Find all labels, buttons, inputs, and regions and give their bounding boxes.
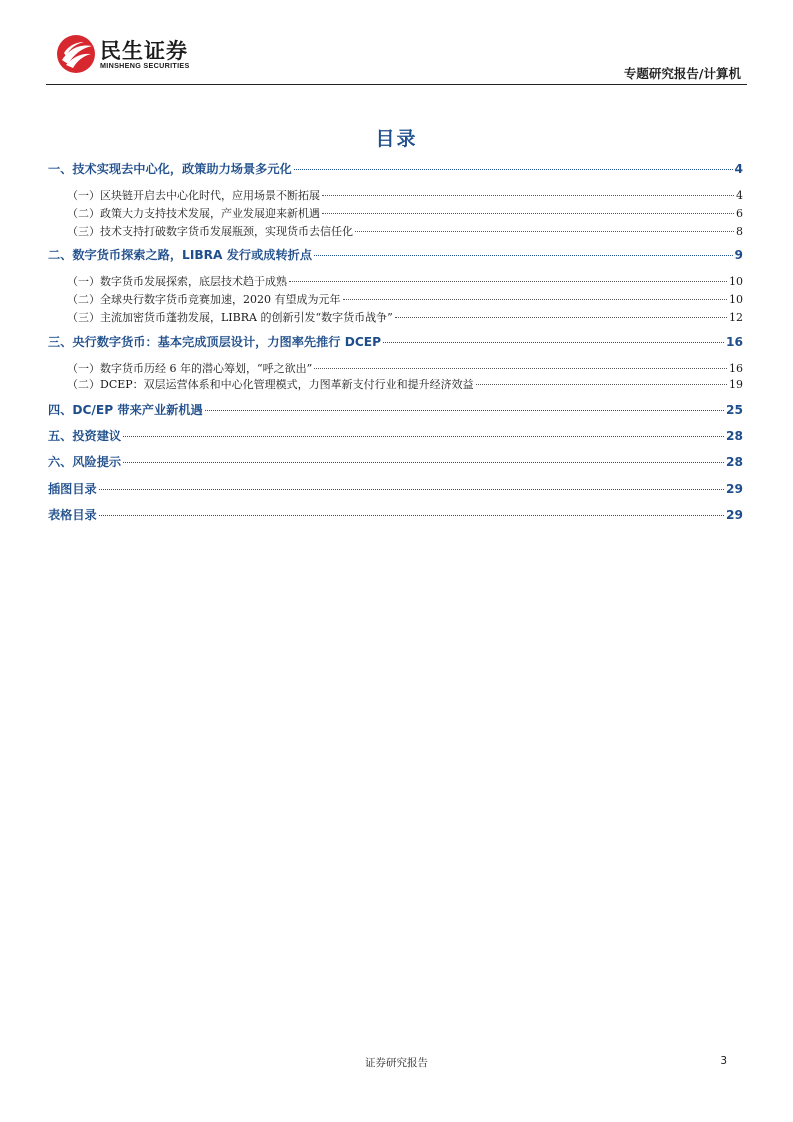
- toc-entry[interactable]: [67, 376, 743, 394]
- toc-leader-dots: [123, 462, 724, 463]
- toc-entry-text[interactable]: （二）全球央行数字货币竞赛加速，2020 有望成为元年: [67, 293, 341, 306]
- toc-title: 目录: [375, 128, 418, 150]
- toc-entry-page[interactable]: 4: [734, 162, 743, 176]
- toc-entry-page[interactable]: 4: [736, 189, 743, 202]
- toc-entry-text[interactable]: 四、DC/EP 带来产业新机遇: [48, 403, 203, 417]
- toc-leader-dots: [322, 213, 734, 214]
- toc-entry[interactable]: [48, 427, 743, 445]
- toc-leader-dots: [476, 384, 727, 385]
- toc-leader-dots: [123, 436, 724, 437]
- toc-entry-text[interactable]: （一）数字货币发展探索，底层技术趋于成熟: [67, 275, 287, 288]
- toc-entry[interactable]: [48, 333, 743, 351]
- toc-leader-dots: [99, 489, 724, 490]
- toc-entry-text[interactable]: （三）主流加密货币蓬勃发展，LIBRA 的创新引发“数字货币战争”: [67, 311, 393, 324]
- toc-leader-dots: [383, 342, 724, 343]
- toc-entry-page[interactable]: 10: [729, 275, 743, 288]
- toc-entry[interactable]: [48, 401, 743, 419]
- minsheng-emblem-icon: [56, 34, 96, 74]
- toc-entry-text[interactable]: （三）技术支持打破数字货币发展瓶颈，实现货币去信任化: [67, 225, 353, 238]
- toc-entry[interactable]: [48, 246, 743, 264]
- toc-entry-page[interactable]: 8: [736, 225, 743, 238]
- toc-entry[interactable]: [67, 223, 743, 241]
- toc-entry[interactable]: [48, 160, 743, 178]
- toc-entry-page[interactable]: 28: [726, 455, 743, 469]
- toc-leader-dots: [294, 169, 733, 170]
- toc-entry-text[interactable]: 插图目录: [48, 482, 97, 496]
- footer-label: 证券研究报告: [365, 1057, 428, 1069]
- toc-entry-text[interactable]: 二、数字货币探索之路，LIBRA 发行或成转折点: [48, 248, 313, 262]
- toc-entry-text[interactable]: （二）DCEP：双层运营体系和中心化管理模式，力图革新支付行业和提升经济效益: [67, 378, 474, 391]
- toc-entry[interactable]: [67, 205, 743, 223]
- toc-leader-dots: [289, 281, 727, 282]
- toc-entry-text[interactable]: 五、投资建议: [48, 429, 122, 443]
- toc-entry[interactable]: [67, 309, 743, 327]
- toc-entry-text[interactable]: 一、技术实现去中心化，政策助力场景多元化: [48, 162, 292, 176]
- toc-entry-page[interactable]: 25: [726, 403, 743, 417]
- header-divider: [46, 84, 747, 85]
- toc-entry-page[interactable]: 10: [729, 293, 743, 306]
- toc-leader-dots: [322, 195, 734, 196]
- toc-entry-page[interactable]: 28: [726, 429, 743, 443]
- toc-entry-page[interactable]: 16: [726, 335, 743, 349]
- logo-chinese-name: 民生证券: [100, 39, 188, 63]
- logo-english-name: MINSHENG SECURITIES: [100, 61, 190, 70]
- minsheng-logo: [56, 34, 206, 74]
- toc-entry-page[interactable]: 16: [729, 362, 743, 375]
- toc-leader-dots: [355, 231, 734, 232]
- toc-entry[interactable]: [48, 506, 743, 524]
- toc-entry-page[interactable]: 12: [729, 311, 743, 324]
- toc-leader-dots: [205, 410, 724, 411]
- toc-entry[interactable]: [67, 291, 743, 309]
- toc-entry[interactable]: [67, 187, 743, 205]
- report-category: 专题研究报告/计算机: [623, 66, 741, 81]
- toc-entry-text[interactable]: 六、风险提示: [48, 455, 122, 469]
- toc-leader-dots: [99, 515, 724, 516]
- toc-entry[interactable]: [48, 480, 743, 498]
- toc-leader-dots: [314, 368, 727, 369]
- toc-entry-text[interactable]: 三、央行数字货币：基本完成顶层设计，力图率先推行 DCEP: [48, 335, 382, 349]
- toc-entry-text[interactable]: （一）数字货币历经 6 年的潜心筹划，“呼之欲出”: [67, 362, 313, 375]
- toc-leader-dots: [395, 317, 727, 318]
- toc-entry[interactable]: [67, 273, 743, 291]
- toc-entry[interactable]: [48, 453, 743, 471]
- toc-entry-page[interactable]: 6: [736, 207, 743, 220]
- toc-entry-page[interactable]: 9: [734, 248, 743, 262]
- toc-entry-page[interactable]: 19: [729, 378, 743, 391]
- toc-entry-text[interactable]: （一）区块链开启去中心化时代，应用场景不断拓展: [67, 189, 320, 202]
- toc-entry-text[interactable]: （二）政策大力支持技术发展，产业发展迎来新机遇: [67, 207, 320, 220]
- toc-entry-page[interactable]: 29: [726, 508, 743, 522]
- toc-entry-page[interactable]: 29: [726, 482, 743, 496]
- toc-entry-text[interactable]: 表格目录: [48, 508, 97, 522]
- toc-leader-dots: [343, 299, 728, 300]
- toc-leader-dots: [314, 255, 732, 256]
- footer-page-number: 3: [720, 1055, 727, 1067]
